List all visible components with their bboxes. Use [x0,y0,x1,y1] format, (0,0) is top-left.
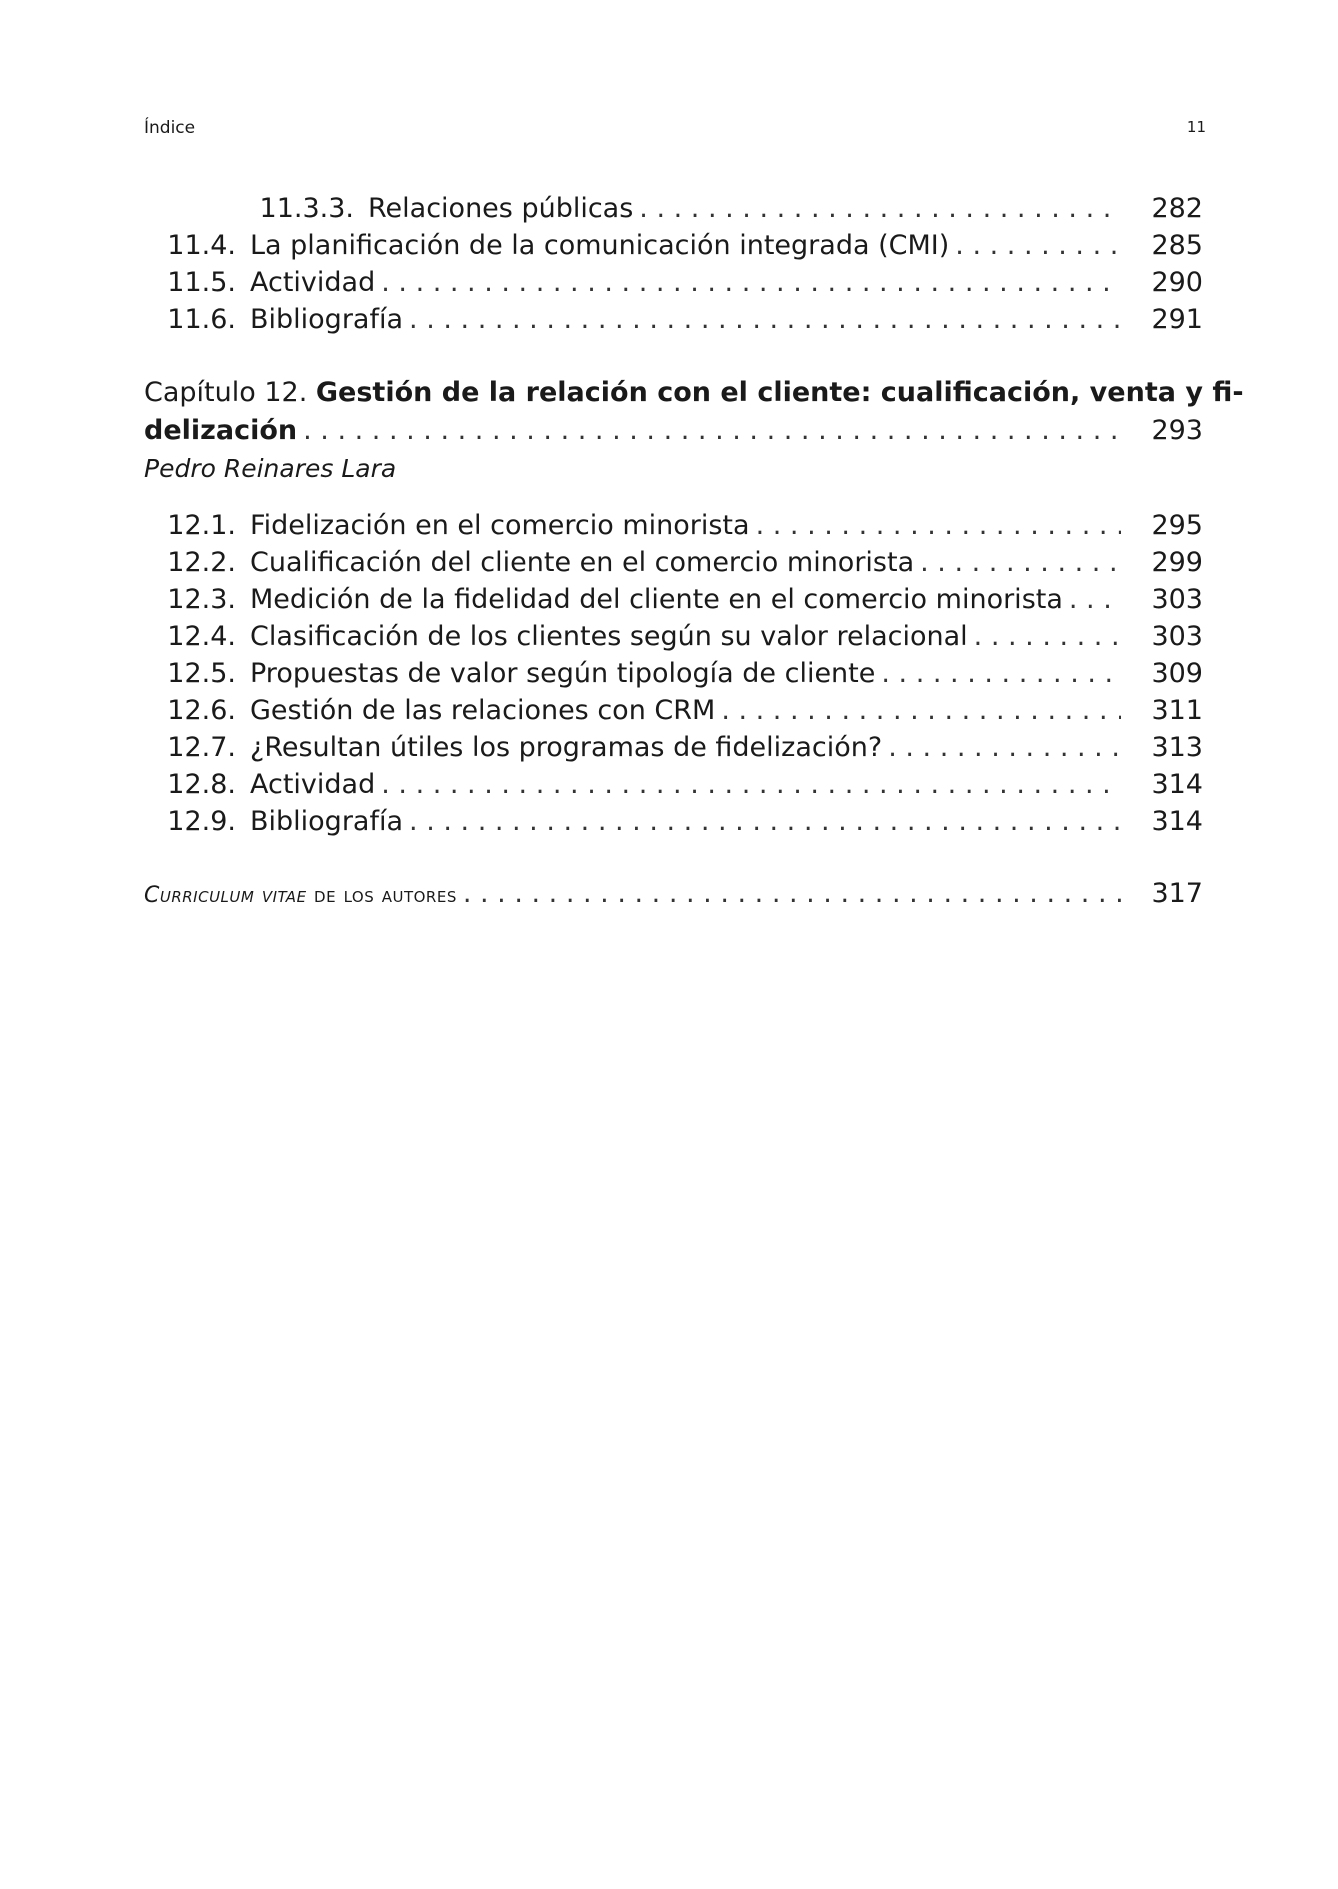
toc-dot-leader [409,803,1121,841]
chapter-heading-continued [144,412,1203,450]
toc-entry [144,264,1203,302]
toc-entry-number: 12.9. [167,806,236,837]
toc-entry-page: 314 [1151,806,1203,837]
toc-entry [144,655,1203,693]
toc-entry-number: 11.5. [167,267,236,298]
toc-entry-title: Actividad [250,769,376,800]
toc-dot-leader [955,227,1121,265]
toc-entry-title: ¿Resultan útiles los programas de fidelización? [250,732,883,763]
toc-entry-title: La planificación de la comunicación integrada (CMI) [250,230,950,261]
chapter-heading [144,374,1244,412]
toc-entry-title: Medición de la fidelidad del cliente en el comercio minorista [250,584,1063,615]
toc-entry-page: 303 [1151,584,1203,615]
toc-entry-page: 311 [1151,695,1203,726]
toc-entry-title: Relaciones públicas [368,193,634,224]
chapter-author: Pedro Reinares Lara [144,454,397,483]
running-head-page-number: 11 [1186,118,1206,136]
toc-entry-page: 290 [1151,267,1203,298]
toc-entry-page: 291 [1151,304,1203,335]
toc-entry-page: 295 [1151,510,1203,541]
toc-entry-number: 12.3. [167,584,236,615]
cv-title-italic: Curriculum vitae [144,883,307,908]
toc-entry-number: 12.4. [167,621,236,652]
toc-entry [144,766,1203,804]
toc-entry-page: 314 [1151,769,1203,800]
toc-entry-number: 11.4. [167,230,236,261]
toc-entry-page: 313 [1151,732,1203,763]
cv-title-rest: de los autores [314,883,457,908]
toc-entry-page: 317 [1151,878,1203,909]
toc-entry-title: Bibliografía [250,806,404,837]
toc-entry-title: Propuestas de valor según tipología de cliente [250,658,876,689]
toc-entry [144,507,1203,545]
toc-entry-page: 309 [1151,658,1203,689]
toc-entry [144,692,1203,730]
toc-entry-number: 12.6. [167,695,236,726]
chapter-prefix: Capítulo 12. [144,377,308,408]
toc-entry-number: 12.1. [167,510,236,541]
toc-dot-leader [888,729,1121,767]
toc-dot-leader [639,190,1121,228]
chapter-page: 293 [1151,415,1203,446]
toc-entry [144,190,1203,228]
toc-entry-page: 282 [1151,193,1203,224]
toc-dot-leader [303,412,1121,450]
toc-entry-page: 299 [1151,547,1203,578]
chapter-title-line2: delización [144,415,298,446]
toc-dot-leader [721,692,1121,730]
toc-entry-number: 12.7. [167,732,236,763]
toc-dot-leader [409,301,1121,339]
toc-entry-title: Bibliografía [250,304,404,335]
toc-entry-title: Gestión de las relaciones con CRM [250,695,716,726]
toc-dot-leader [881,655,1121,693]
cv-title [144,877,463,915]
toc-entry-title: Actividad [250,267,376,298]
toc-entry [144,618,1203,656]
toc-entry-curriculum-vitae [144,875,1203,913]
toc-entry-number: 12.2. [167,547,236,578]
running-head-section: Índice [144,118,196,138]
toc-dot-leader [756,507,1121,545]
toc-entry-page: 285 [1151,230,1203,261]
toc-entry-number: 11.3.3. [259,193,354,224]
toc-dot-leader [381,766,1121,804]
toc-dot-leader [974,618,1121,656]
toc-dot-leader [1069,581,1121,619]
toc-entry [144,227,1203,265]
toc-entry [144,301,1203,339]
toc-entry-title: Fidelización en el comercio minorista [250,510,750,541]
toc-entry-title: Clasificación de los clientes según su valor relacional [250,621,968,652]
toc-entry-page: 303 [1151,621,1203,652]
toc-entry [144,803,1203,841]
toc-entry [144,581,1203,619]
chapter-title-line1: Gestión de la relación con el cliente: cualificación, venta y fi- [315,377,1244,408]
toc-entry [144,544,1203,582]
toc-entry-number: 12.8. [167,769,236,800]
toc-entry-title: Cualificación del cliente en el comercio minorista [250,547,915,578]
toc-dot-leader [920,544,1121,582]
toc-entry-number: 11.6. [167,304,236,335]
toc-entry [144,729,1203,767]
toc-entry-number: 12.5. [167,658,236,689]
toc-dot-leader [381,264,1121,302]
toc-dot-leader [463,875,1121,913]
running-head [144,118,1206,142]
